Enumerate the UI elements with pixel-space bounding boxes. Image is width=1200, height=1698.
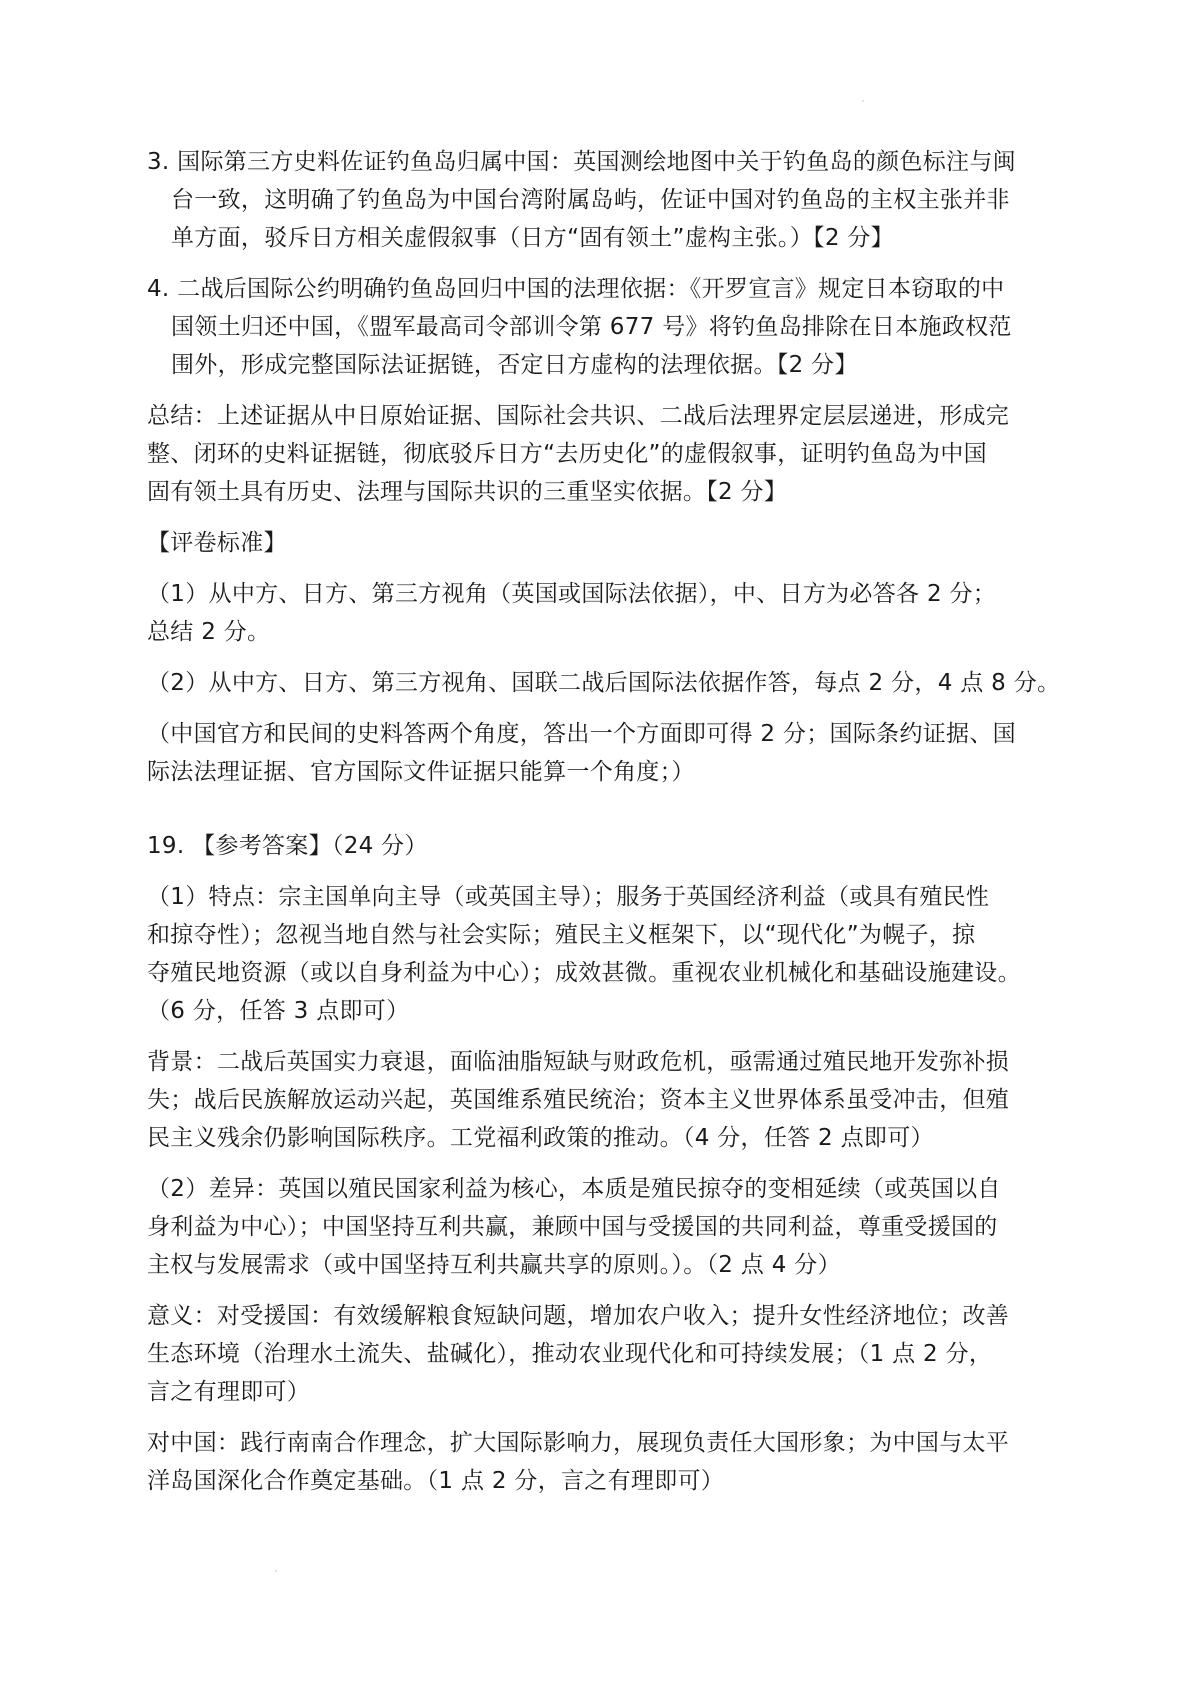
grading-criteria-note: （中国官方和民间的史料答两个角度，答出一个方面即可得 2 分；国际条约证据、国 际法法理证据、官方国际文件证据只能算一个角度；） [147,721,1016,785]
grading-criteria-2: （2）从中方、日方、第三方视角、国联二战后国际法依据作答，每点 2 分，4 点 8 分。 [147,670,1061,696]
summary-paragraph: 总结：上述证据从中日原始证据、国际社会共识、二战后法理界定层层递进，形成完 整、闭环的史料证据链，彻底驳斥日方“去历史化”的虚假叙事，证明钓鱼岛为中国 固有领土具有历史、法理与国际共识的三重坚实依据。【2 分】 [147,403,1010,505]
grading-criteria-1: （1）从中方、日方、第三方视角（英国或国际法依据），中、日方为必答各 2 分； 总结 2 分。 [147,581,997,645]
grading-criteria-heading: 【评卷标准】 [147,530,287,556]
question-19-heading: 19. 【参考答案】（24 分） [147,833,428,859]
answer-point-3: 3. 国际第三方史料佐证钓鱼岛归属中国：英国测绘地图中关于钓鱼岛的颜色标注与闽 台一致，这明确了钓鱼岛为中国台湾附属岛屿，佐证中国对钓鱼岛的主权主张并非 单方面，驳斥日方相关虚假叙事（日方“固有领土”虚构主张。）【2 分】 [147,149,1016,251]
scan-speck [862,100,864,102]
q19-part2-differences: （2）差异：英国以殖民国家利益为核心，本质是殖民掠夺的变相延续（或英国以自 身利益为中心）；中国坚持互利共赢，兼顾中国与受援国的共同利益，尊重受援国的 主权与发展需求（或中国坚持互利共赢共享的原则。）。（2 点 4 分） [147,1176,1001,1278]
q19-part2-significance-china: 对中国：践行南南合作理念，扩大国际影响力，展现负责任大国形象；为中国与太平 洋岛国深化合作奠定基础。（1 点 2 分，言之有理即可） [147,1430,1010,1494]
q19-part1-features: （1）特点：宗主国单向主导（或英国主导）；服务于英国经济利益（或具有殖民性 和掠夺性）；忽视当地自然与社会实际；殖民主义框架下，以“现代化”为幌子，掠 夺殖民地资源（或以自身利益为中心）；成效甚微。重视农业机械化和基础设施建设。 （6 分，任答 3 点即可） [147,884,1021,1024]
q19-part1-background: 背景：二战后英国实力衰退，面临油脂短缺与财政危机，亟需通过殖民地开发弥补损 失；战后民族解放运动兴起，英国维系殖民统治；资本主义世界体系虽受冲击，但殖 民主义残余仍影响国际秩序。工党福利政策的推动。（4 分，任答 2 点即可） [147,1049,1010,1151]
scan-speck [275,1570,277,1572]
answer-point-4: 4. 二战后国际公约明确钓鱼岛回归中国的法理依据：《开罗宣言》规定日本窃取的中 国领土归还中国，《盟军最高司令部训令第 677 号》将钓鱼岛排除在日本施政权范 围外，形成完整国际法证据链，否定日方虚构的法理依据。【2 分】 [147,276,1012,378]
q19-part2-significance-recipient: 意义：对受援国：有效缓解粮食短缺问题，增加农户收入；提升女性经济地位；改善 生态环境（治理水土流失、盐碱化），推动农业现代化和可持续发展；（1 点 2 分， 言之有理即可） [147,1303,1010,1405]
